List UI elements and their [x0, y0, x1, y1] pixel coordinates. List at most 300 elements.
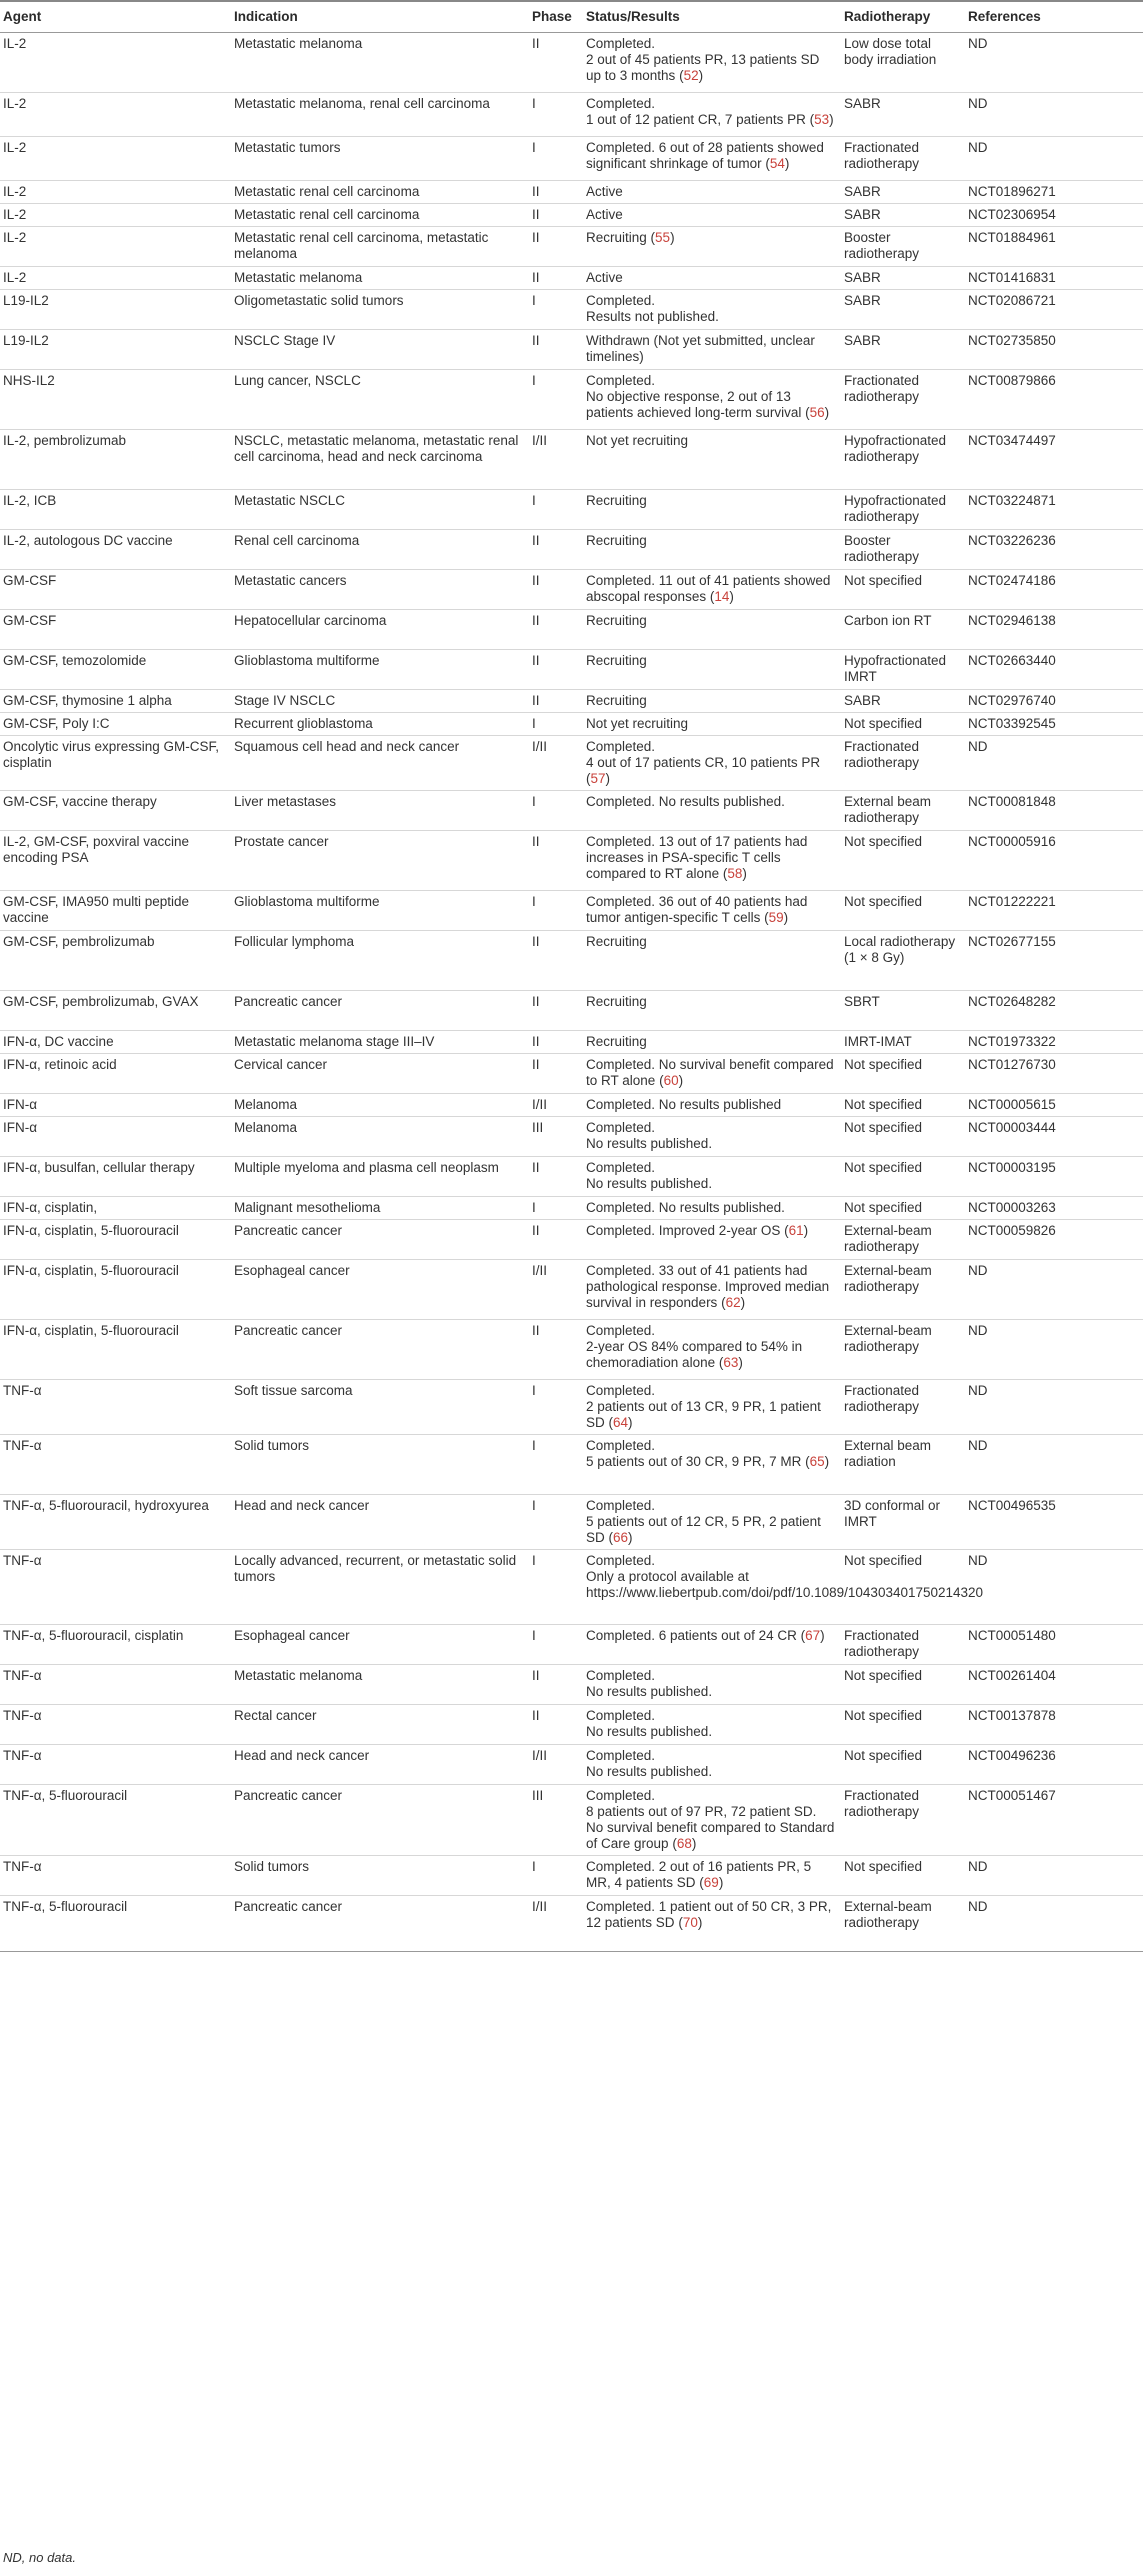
citation-link[interactable]: 53	[814, 112, 830, 127]
cell-status-results	[583, 1157, 841, 1197]
cell-radiotherapy: Fractionated radiotherapy	[841, 736, 965, 791]
table-row	[0, 1094, 1143, 1117]
status-text: Completed. Results not published.	[586, 293, 719, 324]
citation-link[interactable]: 57	[590, 771, 606, 786]
cell-reference: NCT00003195	[965, 1157, 1143, 1197]
cell-agent: IFN-α, cisplatin,	[0, 1197, 231, 1220]
cell-agent: TNF-α	[0, 1435, 231, 1495]
cell-reference: NCT02306954	[965, 204, 1143, 227]
cell-status-results	[583, 181, 841, 204]
cell-phase: II	[529, 610, 583, 650]
cell-status-results	[583, 530, 841, 570]
cell-reference: NCT02663440	[965, 650, 1143, 690]
cell-agent: IL-2, pembrolizumab	[0, 430, 231, 490]
cell-indication: Multiple myeloma and plasma cell neoplasm	[231, 1157, 529, 1197]
table-row	[0, 1745, 1143, 1785]
status-text: Recruiting	[586, 493, 647, 508]
cell-phase: I	[529, 137, 583, 181]
cell-phase: I	[529, 1625, 583, 1665]
status-text: Recruiting	[586, 1034, 647, 1049]
cell-radiotherapy: External-beam radiotherapy	[841, 1220, 965, 1260]
cell-agent: L19-IL2	[0, 330, 231, 370]
cell-agent: IFN-α, cisplatin, 5-fluorouracil	[0, 1260, 231, 1320]
table-footnote: ND, no data.	[3, 2550, 76, 2565]
cell-agent: IL-2	[0, 204, 231, 227]
cell-reference: NCT03224871	[965, 490, 1143, 530]
cell-reference: NCT03474497	[965, 430, 1143, 490]
cell-agent: TNF-α, 5-fluorouracil, cisplatin	[0, 1625, 231, 1665]
cell-status-results	[583, 1745, 841, 1785]
cell-indication: Metastatic melanoma	[231, 267, 529, 290]
cell-radiotherapy: Not specified	[841, 1054, 965, 1094]
cell-reference: NCT01276730	[965, 1054, 1143, 1094]
status-text: Completed. Only a protocol available at https://www.liebertpub.com/doi/pdf/10.1089/104303401750214320	[586, 1553, 984, 1600]
cell-agent: GM-CSF, IMA950 multi peptide vaccine	[0, 891, 231, 931]
cell-indication: Lung cancer, NSCLC	[231, 370, 529, 430]
cell-indication: Metastatic melanoma stage III–IV	[231, 1031, 529, 1054]
cell-status-results: Completed. 6 patients out of 24 CR (67)	[583, 1625, 841, 1665]
table-row	[0, 137, 1143, 181]
cell-status-results	[583, 713, 841, 736]
cell-phase: II	[529, 1220, 583, 1260]
cell-agent: IFN-α, DC vaccine	[0, 1031, 231, 1054]
cell-indication: NSCLC, metastatic melanoma, metastatic renal cell carcinoma, head and neck carcinoma	[231, 430, 529, 490]
status-text: Completed. 2 patients out of 13 CR, 9 PR, 1 patient SD	[586, 1383, 821, 1430]
cell-agent: IL-2	[0, 227, 231, 267]
cell-radiotherapy: Not specified	[841, 1094, 965, 1117]
status-text: Completed. No results published.	[586, 1748, 713, 1779]
cell-status-results	[583, 1665, 841, 1705]
status-text: Completed. No results published.	[586, 1160, 713, 1191]
cell-agent: NHS-IL2	[0, 370, 231, 430]
status-text: Not yet recruiting	[586, 433, 689, 448]
cell-phase: II	[529, 1320, 583, 1380]
status-text: Completed. No objective response, 2 out of 13 patients achieved long-term survival	[586, 373, 802, 420]
table-row	[0, 1260, 1143, 1320]
cell-agent: GM-CSF, pembrolizumab	[0, 931, 231, 991]
cell-indication: Soft tissue sarcoma	[231, 1380, 529, 1435]
table-row	[0, 1220, 1143, 1260]
citation-link[interactable]: 61	[788, 1223, 804, 1238]
cell-status-results	[583, 690, 841, 713]
status-text: Recruiting	[586, 994, 647, 1009]
status-text: Completed. 2 out of 45 patients PR, 13 patients SD up to 3 months	[586, 36, 820, 83]
cell-radiotherapy: SABR	[841, 181, 965, 204]
cell-radiotherapy: Not specified	[841, 1665, 965, 1705]
cell-radiotherapy: External-beam radiotherapy	[841, 1260, 965, 1320]
cell-status-results: Completed. Improved 2-year OS (61)	[583, 1220, 841, 1260]
status-text: Withdrawn (Not yet submitted, unclear timelines)	[586, 333, 815, 364]
status-text: Completed. 36 out of 40 patients had tumor antigen-specific T cells	[586, 894, 808, 925]
table-row	[0, 1495, 1143, 1550]
status-text: Completed. No results published.	[586, 1120, 713, 1151]
cell-reference: NCT00496535	[965, 1495, 1143, 1550]
cell-status-results: Completed. 2 out of 16 patients PR, 5 MR, 4 patients SD (69)	[583, 1856, 841, 1896]
citation-link[interactable]: 58	[727, 866, 743, 881]
cell-reference: NCT00081848	[965, 791, 1143, 831]
cell-radiotherapy: Not specified	[841, 1197, 965, 1220]
table-row	[0, 370, 1143, 430]
citation-link[interactable]: 68	[676, 1836, 692, 1851]
table-row	[0, 713, 1143, 736]
cell-indication: Metastatic NSCLC	[231, 490, 529, 530]
table-row	[0, 1665, 1143, 1705]
cell-agent: TNF-α	[0, 1380, 231, 1435]
cell-agent: TNF-α	[0, 1856, 231, 1896]
status-text: Completed. 33 out of 41 patients had pathological response. Improved median survival in responders	[586, 1263, 830, 1310]
cell-phase: I	[529, 891, 583, 931]
status-text: Completed. No results published.	[586, 794, 785, 809]
status-text: Completed. 8 patients out of 97 PR, 72 patient SD. No survival benefit compared to Standard of Care group	[586, 1788, 835, 1851]
cell-agent: GM-CSF, vaccine therapy	[0, 791, 231, 831]
table-row	[0, 891, 1143, 931]
table-row	[0, 831, 1143, 891]
cell-phase: I/II	[529, 430, 583, 490]
status-text: Completed. No results published.	[586, 1668, 713, 1699]
cell-reference: NCT00059826	[965, 1220, 1143, 1260]
cell-indication: Hepatocellular carcinoma	[231, 610, 529, 650]
cell-agent: IL-2	[0, 137, 231, 181]
cell-reference: NCT02946138	[965, 610, 1143, 650]
cell-agent: GM-CSF	[0, 610, 231, 650]
cell-indication: Metastatic renal cell carcinoma	[231, 204, 529, 227]
cell-status-results	[583, 267, 841, 290]
cell-indication: Metastatic renal cell carcinoma, metastatic melanoma	[231, 227, 529, 267]
cell-phase: I	[529, 490, 583, 530]
cell-status-results: Recruiting (55)	[583, 227, 841, 267]
cell-radiotherapy: Not specified	[841, 1705, 965, 1745]
cell-reference: NCT02086721	[965, 290, 1143, 330]
cell-agent: IFN-α, cisplatin, 5-fluorouracil	[0, 1320, 231, 1380]
cell-radiotherapy: External beam radiation	[841, 1435, 965, 1495]
table-row	[0, 1197, 1143, 1220]
table-row	[0, 1625, 1143, 1665]
cell-radiotherapy: Not specified	[841, 891, 965, 931]
cell-status-results	[583, 330, 841, 370]
status-text: Completed. Improved 2-year OS	[586, 1223, 781, 1238]
cell-indication: Melanoma	[231, 1094, 529, 1117]
cell-radiotherapy: Not specified	[841, 1117, 965, 1157]
cell-agent: L19-IL2	[0, 290, 231, 330]
cell-indication: Recurrent glioblastoma	[231, 713, 529, 736]
cell-radiotherapy: Not specified	[841, 1550, 965, 1625]
cell-status-results: Completed. 2 patients out of 13 CR, 9 PR, 1 patient SD (64)	[583, 1380, 841, 1435]
status-text: Completed. 2-year OS 84% compared to 54% in chemoradiation alone	[586, 1323, 803, 1370]
cell-agent: IFN-α, busulfan, cellular therapy	[0, 1157, 231, 1197]
cell-phase: II	[529, 530, 583, 570]
cell-phase: I	[529, 93, 583, 137]
cell-reference: NCT01884961	[965, 227, 1143, 267]
cell-indication: Pancreatic cancer	[231, 1220, 529, 1260]
cell-status-results: Completed. 1 patient out of 50 CR, 3 PR, 12 patients SD (70)	[583, 1896, 841, 1952]
table-row	[0, 610, 1143, 650]
cell-radiotherapy: IMRT-IMAT	[841, 1031, 965, 1054]
cell-phase: I	[529, 290, 583, 330]
cell-agent: IL-2	[0, 181, 231, 204]
cell-radiotherapy: SABR	[841, 93, 965, 137]
cell-reference: NCT00137878	[965, 1705, 1143, 1745]
cell-phase: II	[529, 650, 583, 690]
status-text: Completed. 11 out of 41 patients showed abscopal responses	[586, 573, 831, 604]
table-row	[0, 1550, 1143, 1625]
cell-phase: I	[529, 713, 583, 736]
cell-reference: NCT02735850	[965, 330, 1143, 370]
citation-link[interactable]: 63	[723, 1355, 739, 1370]
cell-indication: Solid tumors	[231, 1856, 529, 1896]
cell-radiotherapy: Fractionated radiotherapy	[841, 1380, 965, 1435]
cell-status-results: Completed. 2 out of 45 patients PR, 13 patients SD up to 3 months (52)	[583, 33, 841, 93]
cell-radiotherapy: SBRT	[841, 991, 965, 1031]
citation-link[interactable]: 54	[769, 156, 785, 171]
cell-agent: IL-2, ICB	[0, 490, 231, 530]
table-row	[0, 290, 1143, 330]
cell-agent: GM-CSF, Poly I:C	[0, 713, 231, 736]
cell-agent: TNF-α, 5-fluorouracil, hydroxyurea	[0, 1495, 231, 1550]
status-text: Completed. No results published.	[586, 1200, 785, 1215]
header-radiotherapy: Radiotherapy	[841, 1, 965, 33]
cell-reference: ND	[965, 1435, 1143, 1495]
cell-phase: I/II	[529, 736, 583, 791]
cell-indication: Malignant mesothelioma	[231, 1197, 529, 1220]
status-text: Recruiting	[586, 533, 647, 548]
cell-radiotherapy: Fractionated radiotherapy	[841, 1625, 965, 1665]
table-row	[0, 1435, 1143, 1495]
status-text: Not yet recruiting	[586, 716, 689, 731]
cell-indication: Glioblastoma multiforme	[231, 891, 529, 931]
header-agent: Agent	[0, 1, 231, 33]
cell-radiotherapy: External beam radiotherapy	[841, 791, 965, 831]
status-text: Completed. 5 patients out of 12 CR, 5 PR, 2 patient SD	[586, 1498, 821, 1545]
cell-status-results: Completed. No survival benefit compared to RT alone (60)	[583, 1054, 841, 1094]
cell-radiotherapy: Carbon ion RT	[841, 610, 965, 650]
table-row	[0, 1054, 1143, 1094]
cell-phase: II	[529, 330, 583, 370]
cell-indication: Prostate cancer	[231, 831, 529, 891]
cell-reference: NCT01973322	[965, 1031, 1143, 1054]
cell-reference: NCT00051467	[965, 1785, 1143, 1856]
cell-radiotherapy: External-beam radiotherapy	[841, 1896, 965, 1952]
cell-indication: Rectal cancer	[231, 1705, 529, 1745]
cell-radiotherapy: Not specified	[841, 1157, 965, 1197]
cell-phase: II	[529, 33, 583, 93]
cell-reference: ND	[965, 1550, 1143, 1625]
cell-agent: GM-CSF	[0, 570, 231, 610]
cell-phase: I/II	[529, 1745, 583, 1785]
cell-reference: NCT00261404	[965, 1665, 1143, 1705]
cell-agent: TNF-α, 5-fluorouracil	[0, 1785, 231, 1856]
table-row	[0, 1157, 1143, 1197]
status-text: Recruiting	[586, 230, 647, 245]
citation-link[interactable]: 69	[703, 1875, 719, 1890]
table-row	[0, 267, 1143, 290]
cell-reference: NCT00003263	[965, 1197, 1143, 1220]
citation-link[interactable]: 65	[809, 1454, 825, 1469]
cell-indication: Head and neck cancer	[231, 1745, 529, 1785]
cell-indication: Pancreatic cancer	[231, 1785, 529, 1856]
cell-phase: I	[529, 1380, 583, 1435]
cell-reference: NCT03226236	[965, 530, 1143, 570]
status-text: Recruiting	[586, 934, 647, 949]
citation-link[interactable]: 59	[768, 910, 784, 925]
cell-phase: II	[529, 690, 583, 713]
table-row	[0, 690, 1143, 713]
cell-indication: Pancreatic cancer	[231, 1896, 529, 1952]
status-text: Recruiting	[586, 653, 647, 668]
table-row	[0, 490, 1143, 530]
cell-reference: NCT02648282	[965, 991, 1143, 1031]
cell-status-results: Completed. 5 patients out of 12 CR, 5 PR, 2 patient SD (66)	[583, 1495, 841, 1550]
cell-reference: NCT00051480	[965, 1625, 1143, 1665]
cell-radiotherapy: Not specified	[841, 831, 965, 891]
cell-reference: NCT00005916	[965, 831, 1143, 891]
table-body	[0, 33, 1143, 1952]
cell-radiotherapy: SABR	[841, 204, 965, 227]
cell-indication: Metastatic cancers	[231, 570, 529, 610]
cell-phase: II	[529, 1054, 583, 1094]
header-phase: Phase	[529, 1, 583, 33]
table-row	[0, 530, 1143, 570]
cell-status-results	[583, 1031, 841, 1054]
table-row	[0, 1380, 1143, 1435]
cell-agent: TNF-α, 5-fluorouracil	[0, 1896, 231, 1952]
table-row	[0, 1856, 1143, 1896]
cell-status-results: Completed. 5 patients out of 30 CR, 9 PR, 7 MR (65)	[583, 1435, 841, 1495]
cell-agent: GM-CSF, pembrolizumab, GVAX	[0, 991, 231, 1031]
citation-link[interactable]: 55	[655, 230, 671, 245]
cell-status-results: Completed. 13 out of 17 patients had increases in PSA-specific T cells compared to RT alone (58)	[583, 831, 841, 891]
cell-indication: Melanoma	[231, 1117, 529, 1157]
status-text: Recruiting	[586, 693, 647, 708]
citation-link[interactable]: 66	[613, 1530, 629, 1545]
cell-radiotherapy: Hypofractionated radiotherapy	[841, 490, 965, 530]
citation-link[interactable]: 70	[682, 1915, 698, 1930]
cell-indication: Glioblastoma multiforme	[231, 650, 529, 690]
cell-radiotherapy: Low dose total body irradiation	[841, 33, 965, 93]
cell-status-results: Completed. 2-year OS 84% compared to 54% in chemoradiation alone (63)	[583, 1320, 841, 1380]
citation-link[interactable]: 67	[805, 1628, 821, 1643]
cell-indication: Pancreatic cancer	[231, 991, 529, 1031]
cell-status-results	[583, 1117, 841, 1157]
cell-agent: IFN-α	[0, 1094, 231, 1117]
cell-status-results: Completed. 4 out of 17 patients CR, 10 patients PR (57)	[583, 736, 841, 791]
cell-agent: IL-2	[0, 267, 231, 290]
status-text: Active	[586, 207, 623, 222]
status-text: Completed. No survival benefit compared to RT alone	[586, 1057, 834, 1088]
cell-indication: Pancreatic cancer	[231, 1320, 529, 1380]
cell-radiotherapy: Fractionated radiotherapy	[841, 1785, 965, 1856]
cell-radiotherapy: Local radiotherapy (1 × 8 Gy)	[841, 931, 965, 991]
status-text: Active	[586, 270, 623, 285]
cell-reference: NCT00005615	[965, 1094, 1143, 1117]
cell-status-results	[583, 1197, 841, 1220]
cell-status-results: Completed. 6 out of 28 patients showed significant shrinkage of tumor (54)	[583, 137, 841, 181]
cell-phase: I/II	[529, 1896, 583, 1952]
status-text: Completed. 13 out of 17 patients had increases in PSA-specific T cells compared to RT alone	[586, 834, 808, 881]
table-row	[0, 181, 1143, 204]
cell-radiotherapy: Not specified	[841, 713, 965, 736]
cell-status-results	[583, 204, 841, 227]
cell-radiotherapy: Not specified	[841, 1745, 965, 1785]
cell-phase: III	[529, 1785, 583, 1856]
table-row	[0, 1785, 1143, 1856]
cell-status-results	[583, 650, 841, 690]
cell-indication: Metastatic melanoma	[231, 33, 529, 93]
cell-indication: Metastatic melanoma, renal cell carcinoma	[231, 93, 529, 137]
cell-indication: Metastatic melanoma	[231, 1665, 529, 1705]
table-header	[0, 1, 1143, 33]
cell-phase: I	[529, 791, 583, 831]
cell-reference: ND	[965, 137, 1143, 181]
table-row	[0, 1031, 1143, 1054]
citation-link[interactable]: 62	[725, 1295, 741, 1310]
table-row	[0, 430, 1143, 490]
cell-agent: IL-2, autologous DC vaccine	[0, 530, 231, 570]
cell-phase: II	[529, 1031, 583, 1054]
cell-status-results	[583, 430, 841, 490]
header-row	[0, 1, 1143, 33]
cell-reference: NCT01416831	[965, 267, 1143, 290]
cell-status-results: Completed. 33 out of 41 patients had pathological response. Improved median survival in responders (62)	[583, 1260, 841, 1320]
cell-reference: NCT00879866	[965, 370, 1143, 430]
cell-reference: ND	[965, 1320, 1143, 1380]
cell-status-results	[583, 610, 841, 650]
cell-agent: GM-CSF, thymosine 1 alpha	[0, 690, 231, 713]
cell-reference: NCT01896271	[965, 181, 1143, 204]
citation-link[interactable]: 64	[613, 1415, 629, 1430]
cell-reference: ND	[965, 33, 1143, 93]
cell-phase: I	[529, 370, 583, 430]
citation-link[interactable]: 56	[809, 405, 825, 420]
citation-link[interactable]: 60	[663, 1073, 679, 1088]
cell-radiotherapy: Fractionated radiotherapy	[841, 137, 965, 181]
status-text: Completed. 5 patients out of 30 CR, 9 PR, 7 MR	[586, 1438, 802, 1469]
cell-indication: Esophageal cancer	[231, 1260, 529, 1320]
cell-status-results	[583, 1094, 841, 1117]
table-row	[0, 931, 1143, 991]
cell-agent: IL-2, GM-CSF, poxviral vaccine encoding PSA	[0, 831, 231, 891]
cell-phase: I	[529, 1435, 583, 1495]
table-row	[0, 791, 1143, 831]
cell-radiotherapy: Hypofractionated IMRT	[841, 650, 965, 690]
cell-phase: II	[529, 931, 583, 991]
cell-radiotherapy: SABR	[841, 690, 965, 713]
status-text: Completed. No results published	[586, 1097, 782, 1112]
cell-status-results	[583, 490, 841, 530]
cell-indication: NSCLC Stage IV	[231, 330, 529, 370]
citation-link[interactable]: 14	[714, 589, 730, 604]
cell-reference: ND	[965, 736, 1143, 791]
cell-status-results: Completed. 8 patients out of 97 PR, 72 patient SD. No survival benefit compared to Standard of Care group (68)	[583, 1785, 841, 1856]
status-text: Completed. 6 out of 28 patients showed significant shrinkage of tumor	[586, 140, 824, 171]
cell-status-results: Completed. No objective response, 2 out of 13 patients achieved long-term survival (56)	[583, 370, 841, 430]
cell-agent: TNF-α	[0, 1665, 231, 1705]
cell-phase: II	[529, 570, 583, 610]
table-row	[0, 33, 1143, 93]
status-text: Completed. 1 patient out of 50 CR, 3 PR, 12 patients SD	[586, 1899, 832, 1930]
citation-link[interactable]: 52	[683, 68, 699, 83]
cell-agent: GM-CSF, temozolomide	[0, 650, 231, 690]
cell-indication: Metastatic renal cell carcinoma	[231, 181, 529, 204]
header-references: References	[965, 1, 1143, 33]
status-text: Active	[586, 184, 623, 199]
cell-agent: IFN-α, cisplatin, 5-fluorouracil	[0, 1220, 231, 1260]
cell-radiotherapy: SABR	[841, 330, 965, 370]
table-row	[0, 1705, 1143, 1745]
cell-agent: TNF-α	[0, 1550, 231, 1625]
cell-indication: Oligometastatic solid tumors	[231, 290, 529, 330]
cell-agent: IFN-α, retinoic acid	[0, 1054, 231, 1094]
cell-reference: ND	[965, 93, 1143, 137]
